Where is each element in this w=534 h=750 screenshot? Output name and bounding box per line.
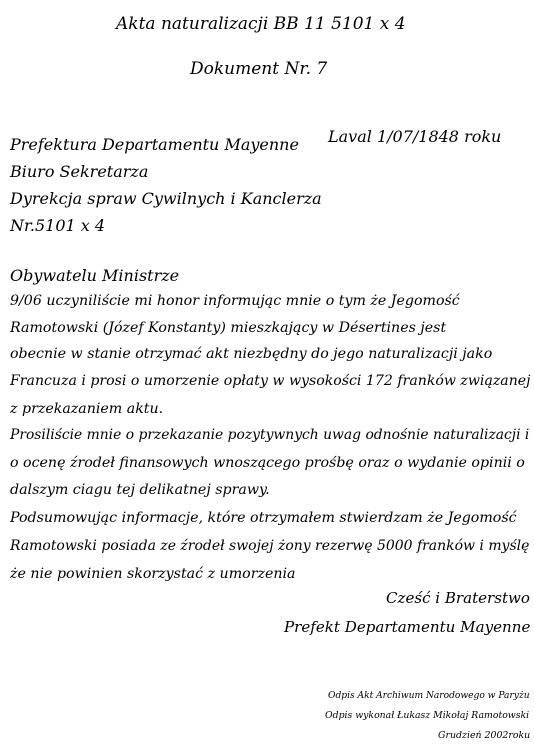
document-title: Akta naturalizacji BB 11 5101 x 4 [116,14,406,34]
body-line: obecnie w stanie otrzymać akt niezbędny do jego naturalizacji jako [10,346,493,362]
body-line: Podsumowując informacje, które otrzymałem stwierdzam że Jegomość [10,510,517,526]
footer-copyist-note: Odpis wykonał Łukasz Mikołaj Ramotowski [325,710,530,721]
body-line: Ramotowski posiada ze źrodeł swojej żony rezerwę 5000 franków i myślę [10,538,530,554]
salutation: Obywatelu Ministrze [10,266,180,285]
document-number: Dokument Nr. 7 [190,59,328,79]
body-line: o ocenę źrodeł finansowych wnoszącego prośbę oraz o wydanie opinii o [10,455,525,471]
body-line: Prosiliście mnie o przekazanie pozytywnych uwag odnośnie naturalizacji i [10,427,530,443]
sender-prefecture: Prefektura Departamentu Mayenne [10,135,299,154]
body-line: dalszym ciagu tej delikatnej sprawy. [10,482,270,498]
body-line: Francuza i prosi o umorzenie opłaty w wysokości 172 franków związanej [10,373,531,389]
body-line: że nie powinien skorzystać z umorzenia [10,566,296,582]
sender-directorate: Dyrekcja spraw Cywilnych i Kanclerza [10,189,322,208]
signature: Prefekt Departamentu Mayenne [284,618,531,636]
body-line: 9/06 uczyniliście mi honor informując mnie o tym że Jegomość [10,293,460,309]
body-line: Ramotowski (Józef Konstanty) mieszkający w Désertines jest [10,320,447,336]
footer-date-note: Grudzień 2002roku [438,730,531,741]
sender-office: Biuro Sekretarza [10,162,149,181]
place-date: Laval 1/07/1848 roku [328,127,502,146]
body-line: z przekazaniem aktu. [10,401,164,417]
footer-archive-note: Odpis Akt Archiwum Narodowego w Paryżu [328,691,530,701]
reference-number: Nr.5101 x 4 [10,216,106,235]
closing: Cześć i Braterstwo [386,589,530,607]
